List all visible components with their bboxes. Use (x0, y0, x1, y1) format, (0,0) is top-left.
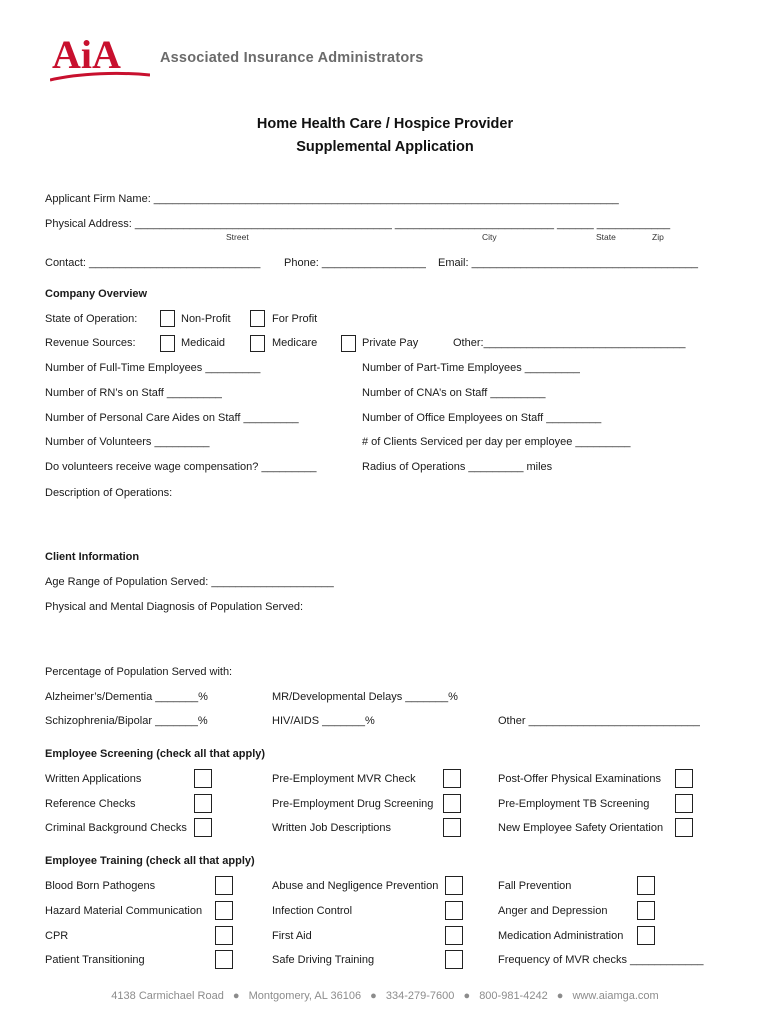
screening-item-label: Written Job Descriptions (272, 822, 392, 834)
screening-checkbox[interactable] (675, 769, 693, 788)
training-checkbox[interactable] (637, 901, 655, 920)
private-pay-label: Private Pay (362, 337, 419, 349)
email-field[interactable]: Email: _____________________________________ (438, 257, 698, 269)
training-checkbox[interactable] (215, 876, 233, 895)
description-of-operations-label: Description of Operations: (45, 487, 173, 499)
non-profit-checkbox[interactable] (160, 310, 175, 327)
screening-checkbox[interactable] (443, 769, 461, 788)
full-time-employees-field[interactable]: Number of Full-Time Employees _________ (45, 362, 261, 374)
employee-training-heading: Employee Training (check all that apply) (45, 855, 255, 867)
screening-checkbox[interactable] (194, 794, 212, 813)
percentage-label: Percentage of Population Served with: (45, 666, 233, 678)
screening-item-label: Reference Checks (45, 798, 136, 810)
training-item-label: Abuse and Negligence Prevention (272, 880, 439, 892)
for-profit-checkbox[interactable] (250, 310, 265, 327)
page-subtitle: Supplemental Application (296, 139, 474, 155)
medicare-checkbox[interactable] (250, 335, 265, 352)
separator-dot-icon: ● (556, 990, 564, 1002)
screening-checkbox[interactable] (443, 794, 461, 813)
street-label: Street (226, 232, 249, 242)
training-item-label: Medication Administration (498, 930, 624, 942)
screening-item-label: New Employee Safety Orientation (498, 822, 664, 834)
mvr-frequency-field[interactable]: Frequency of MVR checks ____________ (498, 954, 704, 966)
state-label: State (596, 232, 616, 242)
training-checkbox[interactable] (215, 926, 233, 945)
private-pay-checkbox[interactable] (341, 335, 356, 352)
age-range-field[interactable]: Age Range of Population Served: ____________________ (45, 576, 334, 588)
training-checkbox[interactable] (215, 950, 233, 969)
footer-city: Montgomery, AL 36106 (248, 990, 362, 1002)
hiv-aids-field[interactable]: HIV/AIDS _______% (272, 715, 375, 727)
training-item-label: Blood Born Pathogens (45, 880, 156, 892)
footer-phone-1: 334-279-7600 (385, 990, 455, 1002)
training-checkbox[interactable] (445, 926, 463, 945)
training-item-label: Infection Control (272, 905, 353, 917)
training-checkbox[interactable] (445, 950, 463, 969)
office-employees-field[interactable]: Number of Office Employees on Staff _________ (362, 412, 602, 424)
volunteer-wage-field[interactable]: Do volunteers receive wage compensation? _________ (45, 461, 317, 473)
logo-wordmark: AiA (52, 32, 121, 77)
footer (0, 990, 770, 1002)
personal-care-aides-field[interactable]: Number of Personal Care Aides on Staff _________ (45, 412, 299, 424)
separator-dot-icon: ● (232, 990, 240, 1002)
training-checkbox[interactable] (215, 901, 233, 920)
revenue-sources-label: Revenue Sources: (45, 337, 136, 349)
separator-dot-icon: ● (463, 990, 471, 1002)
rn-staff-field[interactable]: Number of RN’s on Staff _________ (45, 387, 222, 399)
page-title: Home Health Care / Hospice Provider (256, 116, 514, 132)
screening-item-label: Pre-Employment Drug Screening (272, 798, 434, 810)
other-revenue-field[interactable]: Other:_________________________________ (453, 337, 686, 349)
screening-item-label: Criminal Background Checks (45, 822, 187, 834)
training-item-label: Hazard Material Communication (45, 905, 203, 917)
training-item-label: First Aid (272, 930, 312, 942)
medicaid-label: Medicaid (181, 337, 226, 349)
training-checkbox[interactable] (445, 876, 463, 895)
screening-checkbox[interactable] (443, 818, 461, 837)
employee-screening-heading: Employee Screening (check all that apply) (45, 748, 266, 760)
screening-checkbox[interactable] (194, 769, 212, 788)
screening-item-label: Post-Offer Physical Examinations (498, 773, 662, 785)
footer-address: 4138 Carmichael Road (111, 990, 224, 1002)
cna-staff-field[interactable]: Number of CNA’s on Staff _________ (362, 387, 546, 399)
company-overview-heading: Company Overview (45, 288, 148, 300)
screening-checkbox[interactable] (675, 794, 693, 813)
zip-label: Zip (652, 232, 664, 242)
alzheimers-field[interactable]: Alzheimer’s/Dementia _______% (45, 691, 208, 703)
clients-per-employee-field[interactable]: # of Clients Serviced per day per employee _________ (362, 436, 631, 448)
physical-address-field[interactable]: Physical Address: __________________________________________ __________________________ ______ ____________ (45, 218, 671, 230)
training-checkbox[interactable] (445, 901, 463, 920)
company-name: Associated Insurance Administrators (160, 50, 424, 66)
screening-item-label: Pre-Employment MVR Check (272, 773, 416, 785)
training-item-label: Anger and Depression (498, 905, 608, 917)
screening-checkbox[interactable] (194, 818, 212, 837)
state-of-operation-label: State of Operation: (45, 313, 138, 325)
footer-website-link[interactable]: www.aiamga.com (572, 990, 659, 1002)
phone-field[interactable]: Phone: _________________ (284, 257, 426, 269)
training-item-label: CPR (45, 930, 69, 942)
aia-logo-icon (50, 30, 150, 84)
applicant-firm-name-field[interactable]: Applicant Firm Name: ____________________________________________________________________________ (45, 193, 619, 205)
medicaid-checkbox[interactable] (160, 335, 175, 352)
volunteers-field[interactable]: Number of Volunteers _________ (45, 436, 210, 448)
screening-checkbox[interactable] (675, 818, 693, 837)
screening-item-label: Pre-Employment TB Screening (498, 798, 650, 810)
screening-item-label: Written Applications (45, 773, 142, 785)
non-profit-label: Non-Profit (181, 313, 231, 325)
mr-developmental-field[interactable]: MR/Developmental Delays _______% (272, 691, 458, 703)
training-item-label: Fall Prevention (498, 880, 572, 892)
training-checkbox[interactable] (637, 876, 655, 895)
training-item-label: Safe Driving Training (272, 954, 375, 966)
medicare-label: Medicare (272, 337, 318, 349)
radius-of-operations-field[interactable]: Radius of Operations _________ miles (362, 461, 553, 473)
diagnosis-label: Physical and Mental Diagnosis of Population Served: (45, 601, 304, 613)
client-information-heading: Client Information (45, 551, 140, 563)
schizophrenia-field[interactable]: Schizophrenia/Bipolar _______% (45, 715, 208, 727)
contact-field[interactable]: Contact: ____________________________ (45, 257, 261, 269)
training-checkbox[interactable] (637, 926, 655, 945)
city-label: City (482, 232, 497, 242)
separator-dot-icon: ● (370, 990, 377, 1002)
part-time-employees-field[interactable]: Number of Part-Time Employees _________ (362, 362, 580, 374)
footer-phone-2: 800-981-4242 (479, 990, 548, 1002)
other-diagnosis-field[interactable]: Other ____________________________ (498, 715, 700, 727)
for-profit-label: For Profit (272, 313, 318, 325)
training-item-label: Patient Transitioning (45, 954, 145, 966)
